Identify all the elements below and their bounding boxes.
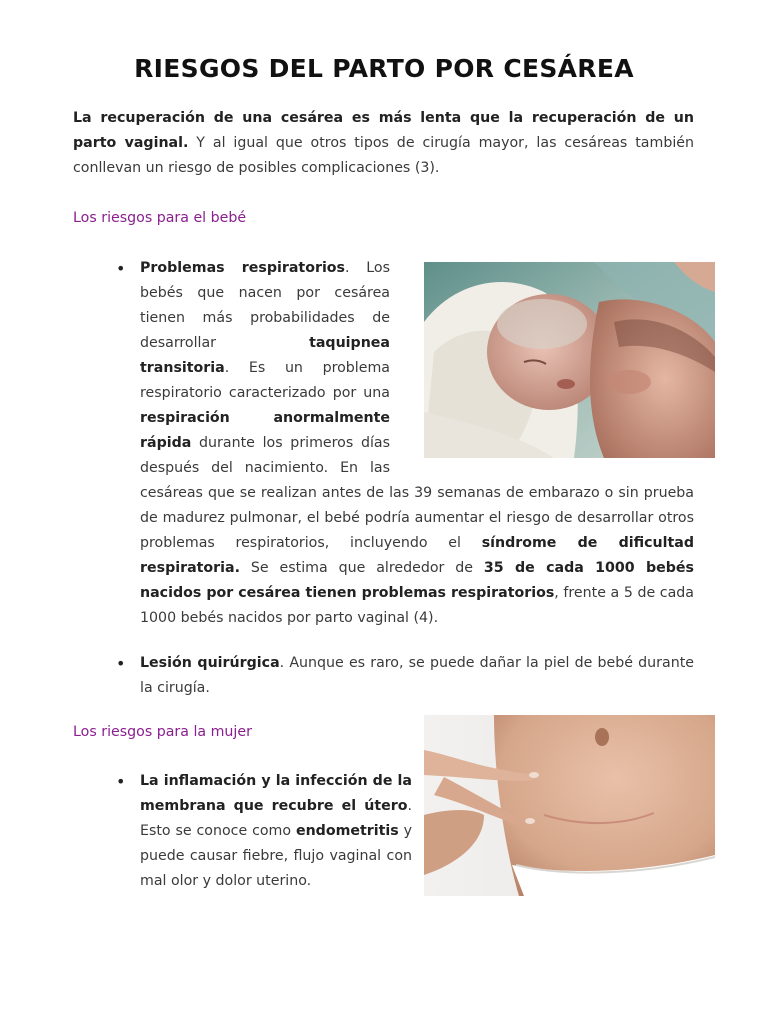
document-title: RIESGOS DEL PARTO POR CESÁREA (134, 54, 634, 83)
heading-risks-baby: Los riesgos para el bebé (73, 210, 247, 226)
bullet: • (116, 259, 126, 278)
list-item-text: . Los bebés que nacen por cesárea tienen más probabilidades de desarrollar (140, 260, 390, 351)
term-respiratory-distress-syndrome: síndrome de dificultad respiratoria. (140, 535, 694, 576)
list-item-text: . Aunque es raro, se puede dañar la piel de bebé durante la cirugía. (140, 655, 694, 696)
bullet: • (116, 654, 126, 673)
list-item-surgical-injury (140, 651, 694, 701)
heading-risks-mother: Los riesgos para la mujer (73, 724, 252, 740)
term-uterine-inflammation: La inflamación y la infección de la membrana que recubre el útero (140, 773, 412, 814)
list-item-text: . Es un problema respiratorio caracterizado por una (140, 360, 390, 401)
intro-bold-text: La recuperación de una cesárea es más lenta que la recuperación de un parto vaginal. (73, 110, 694, 151)
intro-paragraph (73, 106, 694, 181)
intro-text: Y al igual que otros tipos de cirugía mayor, las cesáreas también conllevan un riesgo de posibles complicaciones (3). (73, 135, 694, 176)
list-item-text: durante los primeros días después del nacimiento. En las cesáreas que se realizan antes de las 39 semanas de embarazo o sin prueba de madurez pulmonar, el bebé podría aumentar el riesgo de desarrollar otros problemas respiratorios, incluyendo el (140, 435, 694, 551)
statistic-35-of-1000: 35 de cada 1000 bebés nacidos por cesárea tienen problemas respiratorios (140, 560, 694, 601)
abdomen-scar-photo (424, 715, 715, 896)
list-item-text: Se estima que alrededor de (240, 560, 484, 576)
list-item-endometritis (140, 769, 412, 894)
term-transient-tachypnea: taquipnea transitoria (140, 335, 390, 376)
term-rapid-breathing: respiración anormalmente rápida (140, 410, 390, 451)
newborn-photo (424, 262, 715, 458)
term-endometritis: endometritis (295, 823, 399, 839)
list-item-text: y puede causar fiebre, flujo vaginal con mal olor y dolor uterino. (140, 823, 413, 889)
term-surgical-injury: Lesión quirúrgica (140, 655, 280, 671)
list-item-text: , frente a 5 de cada 1000 bebés nacidos por parto vaginal (4). (140, 585, 694, 626)
term-respiratory-problems: Problemas respiratorios (140, 260, 345, 276)
list-item-text: . Esto se conoce como (140, 798, 412, 839)
bullet: • (116, 772, 126, 791)
